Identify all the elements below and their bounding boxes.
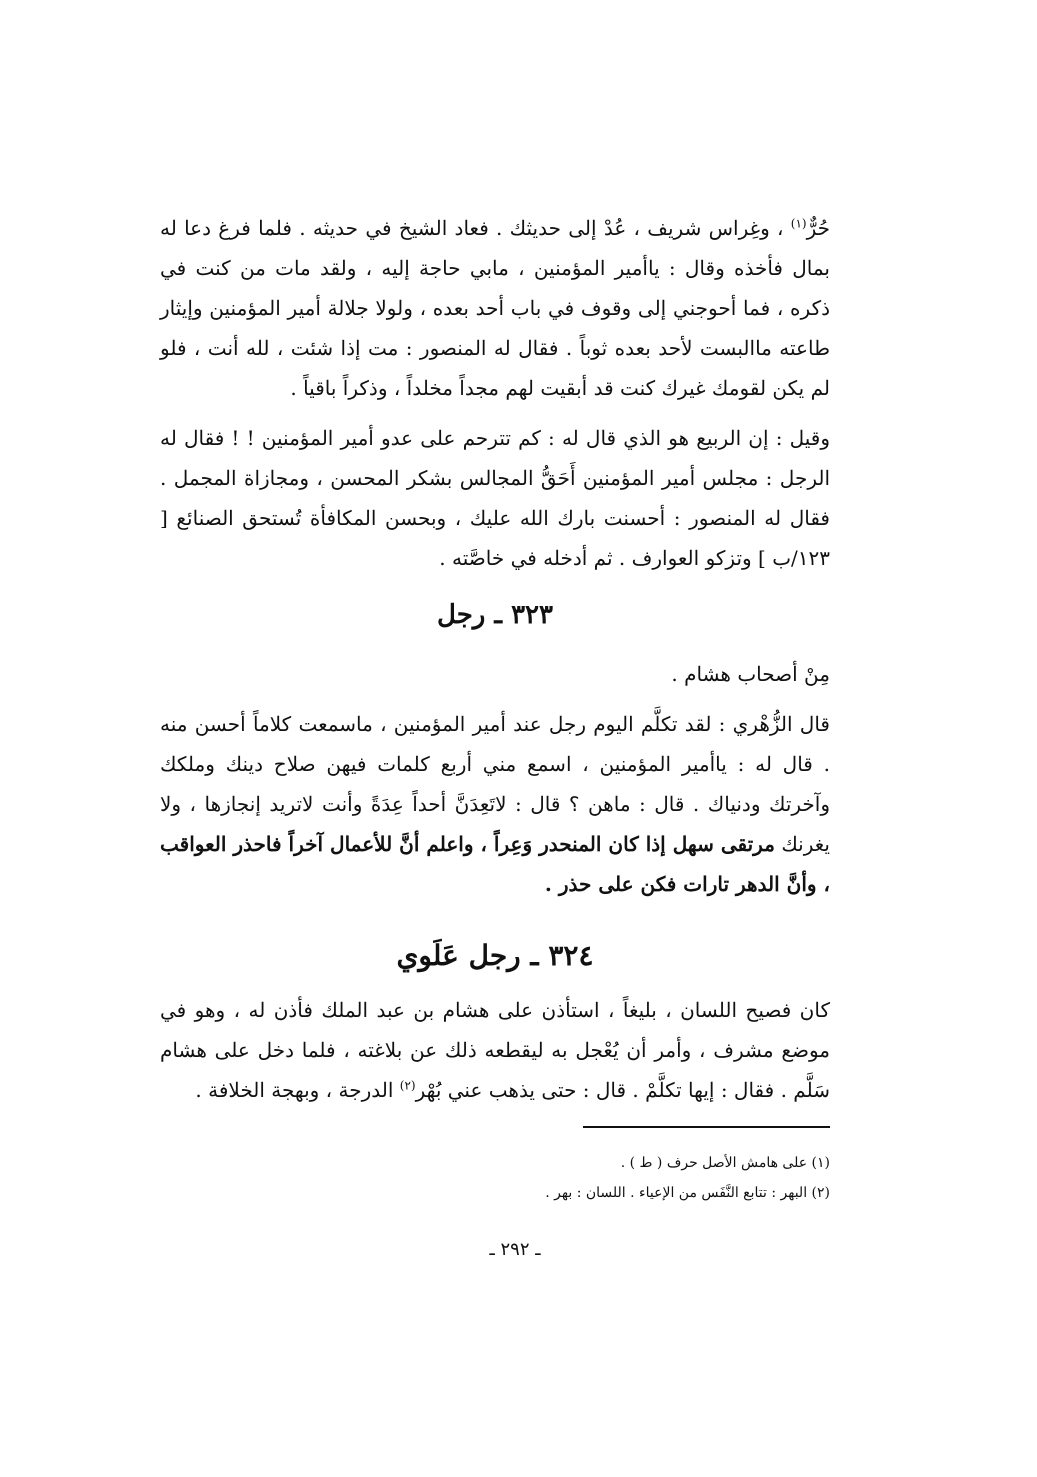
paragraph-3: مِنْ أصحاب هشام . [671,662,830,686]
paragraph-5-start: كان فصيح اللسان ، بليغاً ، استأذن على هشام بن عبد الملك فأذن له ، وهو في موضع مشرف ، وأمر أن يُعْجل به ليقطعه ذلك عن بلاغته ، فلما دخل على هشام سَلَّم . فقال : إيها تكلَّمْ . قال : حتى يذهب عني بُهْر [160,998,830,1102]
section-heading-323: ٣٢٣ ـ رجل [437,600,553,630]
footnote-marker-2: (٢) [399,1078,416,1093]
paragraph-4-bold: مرتقى سهل إذا كان المنحدر وَعِراً ، واعلم أنَّ للأعمال آخراً فاحذر العواقب ، وأنَّ الدهر تارات فكن على حذر . [160,832,830,896]
paragraph-5 [160,990,830,1110]
section-heading-324: ٣٢٤ ـ رجل عَلَوي [396,939,594,972]
footnote-1: (١) على هامش الأصل حرف ( ط ) . [620,1155,830,1171]
paragraph-1-start: حُرٌّ [806,216,830,240]
page-number: ـ ٢٩٢ ـ [489,1239,541,1260]
footnotes [160,1148,830,1208]
paragraph-5-rest: الدرجة ، وبهجة الخلافة . [195,1078,400,1102]
footnote-marker-1: (١) [790,216,807,231]
footnote-divider [583,1126,830,1128]
paragraph-4-normal: قال الزُّهْري : لقد تكلَّم اليوم رجل عند أمير المؤمنين ، ماسمعت كلاماً أحسن منه . قال له : ياأمير المؤمنين ، اسمع مني أربع كلمات فيهن صلاح دينك وملكك وآخرتك ودنياك . قال : ماهن ؟ قال : لاتَعِدَنَّ أحداً عِدَةً وأنت لاتريد إنجازها ، ولا يغرنك [160,712,830,856]
paragraph-4 [160,704,830,904]
paragraph-1 [160,208,830,408]
paragraph-1-rest: ، وغِراس شريف ، عُدْ إلى حديثك . فعاد الشيخ في حديثه . فلما فرغ دعا له بمال فأخذه وقال : ياأمير المؤمنين ، مابي حاجة إليه ، ولقد مات من كنت في ذكره ، فما أحوجني إلى وقوف في باب أحد بعده ، ولولا جلالة أمير المؤمنين وإيثار طاعته ماالبست لأحد بعده ثوباً . فقال له المنصور : مت إذا شئت ، لله أنت ، فلو لم يكن لقومك غيرك كنت قد أبقيت لهم مجداً مخلداً ، وذكراً باقياً . [160,216,830,400]
paragraph-2: وقيل : إن الربيع هو الذي قال له : كم تترحم على عدو أمير المؤمنين ! ! فقال له الرجل : مجلس أمير المؤمنين أَحَقُّ المجالس بشكر المحسن ، ومجازاة المجمل . فقال له المنصور : أحسنت بارك الله عليك ، وبحسن المكافأة تُستحق الصنائع [ ١٢٣/ب ] وتزكو العوارف . ثم أدخله في خاصَّته . [160,426,830,570]
footnote-2: (٢) البهر : تتابع النَّفَس من الإعياء . اللسان : بهر . [545,1185,830,1201]
